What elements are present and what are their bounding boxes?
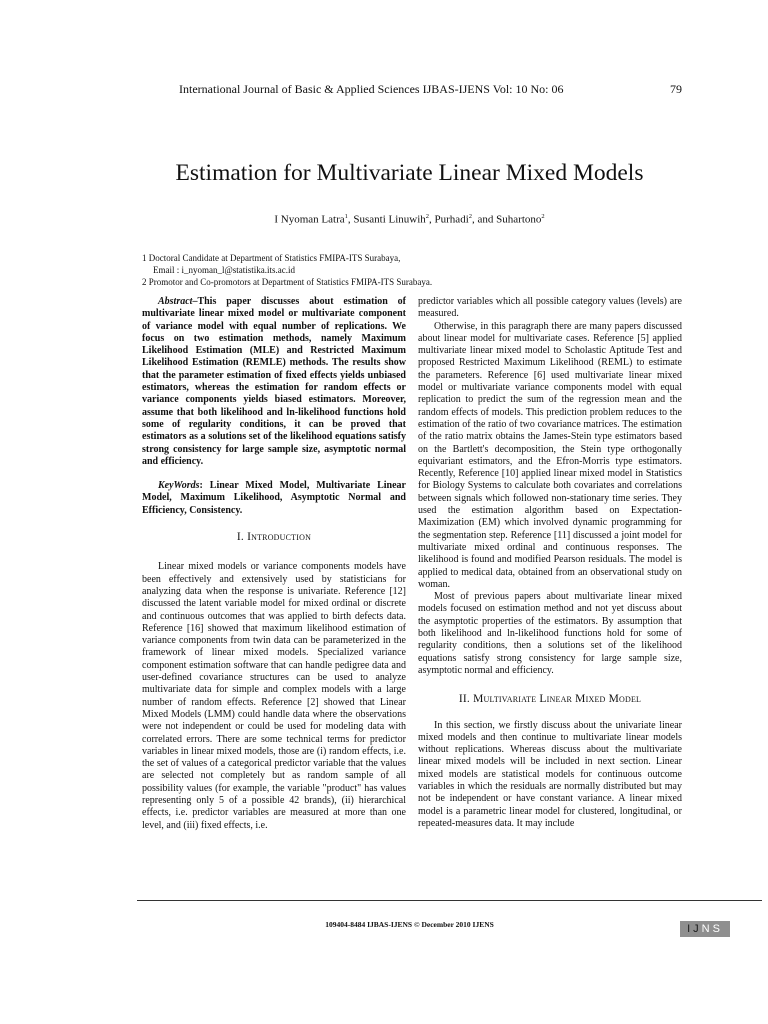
section-heading-multivariate-linear-mixed-model (418, 693, 682, 705)
left-column (142, 296, 406, 832)
keywords (142, 480, 406, 517)
body-paragraph: Otherwise, in this paragraph there are many papers discussed about linear model for multivariate cases. Reference [5] applied multivariate linear mixed model to Scholastic Aptitude Test and proposed Restricted Maximum Likelihood (REML) to estimate the parameters. Reference [6] used multivariate linear mixed model or multivariate variance components model with equal replication to predict the sum of the regression mean and the random effects of models. This prediction problem reduces to the estimation of the ratio of two covariance matrices. The estimation of the ratio matrix obtains the James-Stein type estimators based on the Bartlett's decomposition, the Stein type orthogonally equivariant estimators, and the Efron-Morris type estimators. Recently, Reference [10] applied linear mixed model in Statistics for Biology Systems to calculate both covariates and correlations between signals which followed non-stationary time series. They used the estimation algorithm based on Expectation-Maximization (EM) which involved dynamic programming for the segmentation step. Reference [11] discussed a joint model for multivariate mixed ordinal and continuous responses. The likelihood is found and modified Pearson residuals. The model is applied to medical data, obtained from an observational study on woman. (418, 320, 682, 590)
right-column (418, 296, 682, 830)
journal-name: International Journal of Basic & Applied Sciences IJBAS-IJENS Vol: 10 No: 06 (179, 82, 564, 96)
affiliation-email: Email : i_nyoman_l@statistika.its.ac.id (153, 265, 296, 275)
author-name: I Nyoman Latra (274, 213, 345, 226)
abstract-label: Abstract (158, 296, 193, 307)
abstract (142, 296, 406, 468)
author-affiliation-mark: 1 (344, 213, 348, 220)
abstract-text: –This paper discusses about estimation of multivariate linear mixed model or multivariate component of variance model with equal number of replications. We focus on two estimation methods, namely Maximum Likelihood Estimation (MLE) and Restricted Maximum Likelihood Estimation (REMLE) methods. The results show that the parameter estimation of fixed effects yields unbiased estimators, whereas the estimation for random effects or variance components yields biased estimators. Moreover, assume that both likelihood and ln-likelihood functions hold some of regularity conditions, it can be proved that estimators as a solutions set of the likelihood equations satisfy strong consistency for large sample size, asymptotic normal and efficiency. (142, 296, 406, 467)
section-title: Multivariate Linear Mixed Model (473, 693, 642, 706)
affiliations (142, 252, 682, 288)
section-number: I. (236, 531, 244, 544)
section-number: II. (458, 693, 470, 706)
affiliation-line: 2 Promotor and Co-promotors at Department of Statistics FMIPA-ITS Surabaya. (142, 277, 433, 287)
body-paragraph: Most of previous papers about multivariate linear mixed models focused on estimation method and not yet discuss about the asymptotic properties of the estimators. By assumption that both likelihood and ln-likelihood functions hold for some of regularity conditions, then a solutions set of the likelihood equations satisfy strong consistency for large sample size, asymptotic normal and efficiency. (418, 591, 682, 676)
section-title: Introduction (247, 531, 312, 544)
author-name: Susanti Linuwih (353, 213, 426, 226)
section-heading-introduction (142, 531, 406, 543)
author-name: Suhartono (496, 213, 542, 226)
author-affiliation-mark: 2 (541, 213, 545, 220)
keywords-text: : Linear Mixed Model, Multivariate Linear Model, Maximum Likelihood, Asymptotic Normal and Efficiency, Consistency. (142, 480, 406, 516)
affiliation-line: 1 Doctoral Candidate at Department of Statistics FMIPA-ITS Surabaya, (142, 253, 401, 263)
author-name: Purhadi (434, 213, 469, 226)
logo-text-dark: IJ (687, 923, 702, 935)
author-list (137, 213, 682, 226)
author-affiliation-mark: 2 (468, 213, 473, 220)
paper-title: Estimation for Multivariate Linear Mixed Models (175, 160, 644, 186)
body-paragraph: In this section, we firstly discuss about the univariate linear mixed models and then continue to multivariate linear models without replications. Whereas discuss about the multivariate linear mixed models will be included in next section. Linear mixed models are statistical models for continuous outcome variables in which the residuals are normally distributed but may not be independent or have constant variance. A linear mixed model is a parametric linear model for clustered, longitudinal, or repeated-measures data. It may include (418, 719, 682, 829)
body-paragraph: predictor variables which all possible category values (levels) are measured. (418, 296, 682, 320)
body-paragraph: Linear mixed models or variance components models have been effectively and extensively used by statisticians for analyzing data when the response is univariate. Reference [12] discussed the latent variable model for mixed ordinal or discrete and continuous outcomes that was applied to birth defects data. Reference [16] showed that maximum likelihood estimation of variance components from twin data can be parameterized in the framework of linear mixed models. Specialized variance component estimation software that can handle pedigree data and user-defined covariance structures can be used to analyze multivariate data for simple and complex models with a large number of random effects. Reference [2] showed that Linear Mixed Models (LMM) could handle data where the observations were not independent or could be used for modeling data with correlated errors. There are some technical terms for predictor variables in linear mixed models, those are (i) random effects, i.e. the set of values of a categorical predictor variable that the values are selected not completely but as random sample of all possibility values (for example, the variable "product" has values representing only 5 of a possible 42 brands), (ii) hierarchical effects, i.e. predictor variables are measured at more than one level, and (iii) fixed effects, i.e. (142, 561, 406, 831)
author-separator: , (429, 213, 435, 226)
author-separator: , (347, 213, 354, 226)
page-number: 79 (670, 82, 682, 96)
keywords-label: KeyWords (158, 480, 200, 492)
footer-copyright: 109404-8484 IJBAS-IJENS © December 2010 IJENS (325, 920, 494, 929)
logo-text-light: NS (701, 923, 723, 935)
footer-divider (137, 900, 762, 901)
ijens-logo (680, 921, 730, 937)
author-affiliation-mark: 2 (425, 213, 430, 220)
author-separator: , and (472, 213, 497, 226)
